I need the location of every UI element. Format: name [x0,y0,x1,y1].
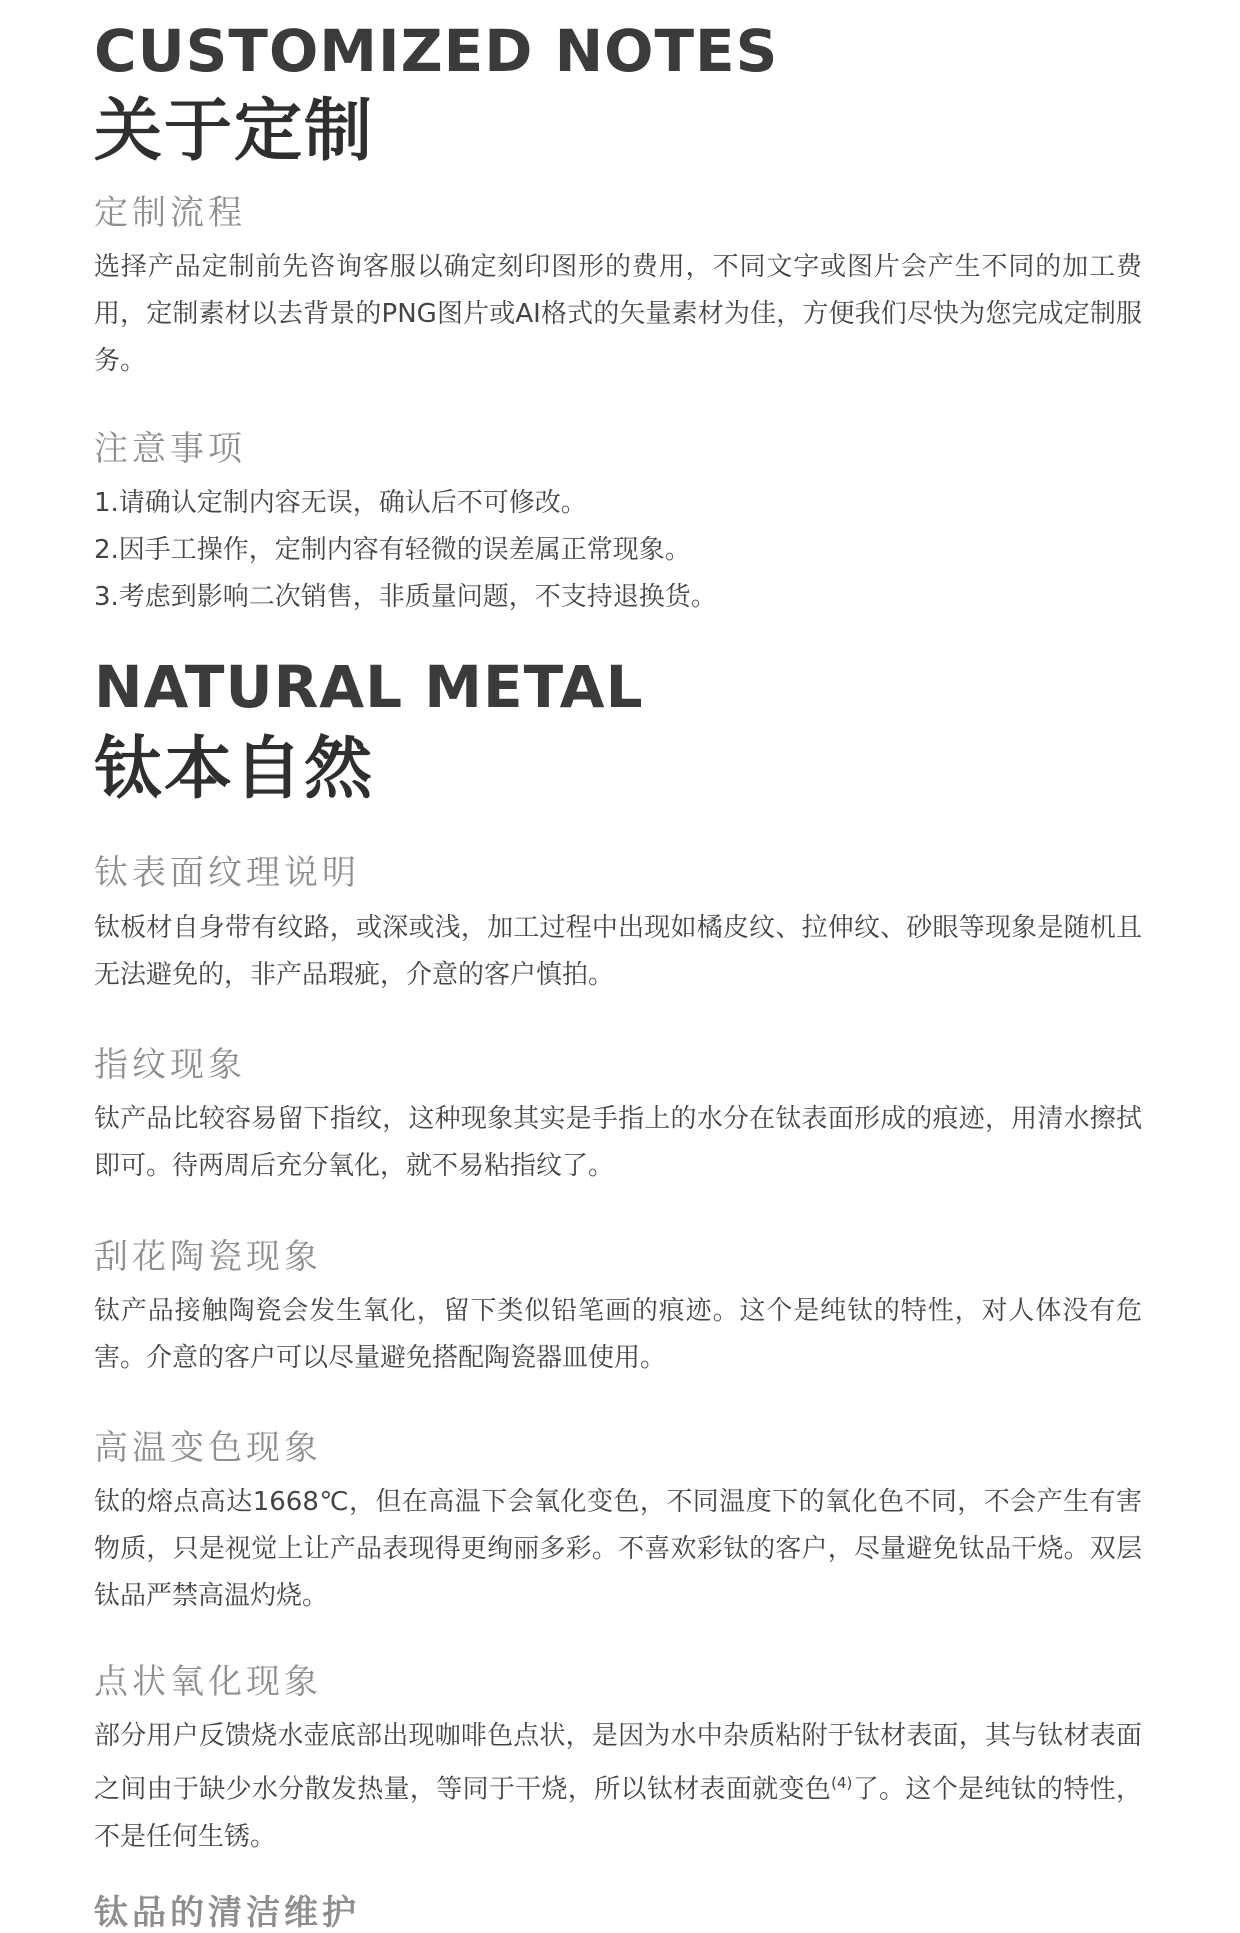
cleaning-heading: 钛品的清洁维护 [94,1893,360,1933]
ceramic-heading: 刮花陶瓷现象 [94,1237,322,1277]
list-item: 3.考虑到影响二次销售，非质量问题，不支持退换货。 [94,582,717,612]
texture-paragraph: 钛板材自身带有纹路，或深或浅，加工过程中出现如橘皮纹、拉伸纹、砂眼等现象是随机且无法避免的，非产品瑕疵，介意的客户慎拍。 [94,913,1142,990]
customized-notes-en-title: CUSTOMIZED NOTES [94,17,779,85]
fingerprint-paragraph: 钛产品比较容易留下指纹，这种现象其实是手指上的水分在钛表面形成的痕迹，用清水擦拭即可。待两周后充分氧化，就不易粘指纹了。 [94,1104,1142,1181]
ceramic-paragraph: 钛产品接触陶瓷会发生氧化，留下类似铅笔画的痕迹。这个是纯钛的特性，对人体没有危害。介意的客户可以尽量避免搭配陶瓷器皿使用。 [94,1296,1142,1373]
customized-notes-cn-title: 关于定制 [94,92,375,171]
texture-heading: 钛表面纹理说明 [94,853,360,893]
list-item: 1.请确认定制内容无误，确认后不可修改。 [94,488,587,518]
footnote-marker: (4) [831,1774,853,1792]
process-heading: 定制流程 [94,193,246,233]
natural-metal-en-title: NATURAL METAL [94,653,644,721]
list-item: 2.因手工操作，定制内容有轻微的误差属正常现象。 [94,535,691,565]
process-paragraph: 选择产品定制前先咨询客服以确定刻印图形的费用，不同文字或图片会产生不同的加工费用，定制素材以去背景的PNG图片或AI格式的矢量素材为佳，方便我们尽快为您完成定制服务。 [94,252,1142,376]
spots-text-before: 部分用户反馈烧水壶底部出现咖啡色点状，是因为水中杂质粘附于钛材表面，其与钛材表面之间由于缺少水分散发热量，等同于干烧，所以钛材表面就变色 [94,1721,1142,1805]
natural-metal-cn-title: 钛本自然 [94,730,375,809]
fingerprint-heading: 指纹现象 [94,1045,246,1085]
spots-text-after: 了。这个是纯钛的特性，不是任何生锈。 [94,1774,1142,1852]
heat-heading: 高温变色现象 [94,1428,322,1468]
notes-heading: 注意事项 [94,429,246,469]
spots-paragraph [94,1713,1142,1861]
notes-list [94,480,1142,621]
spots-heading: 点状氧化现象 [94,1662,322,1702]
heat-paragraph: 钛的熔点高达1668℃，但在高温下会氧化变色，不同温度下的氧化色不同，不会产生有害物质，只是视觉上让产品表现得更绚丽多彩。不喜欢彩钛的客户，尽量避免钛品干烧。双层钛品严禁高温灼烧。 [94,1487,1142,1611]
